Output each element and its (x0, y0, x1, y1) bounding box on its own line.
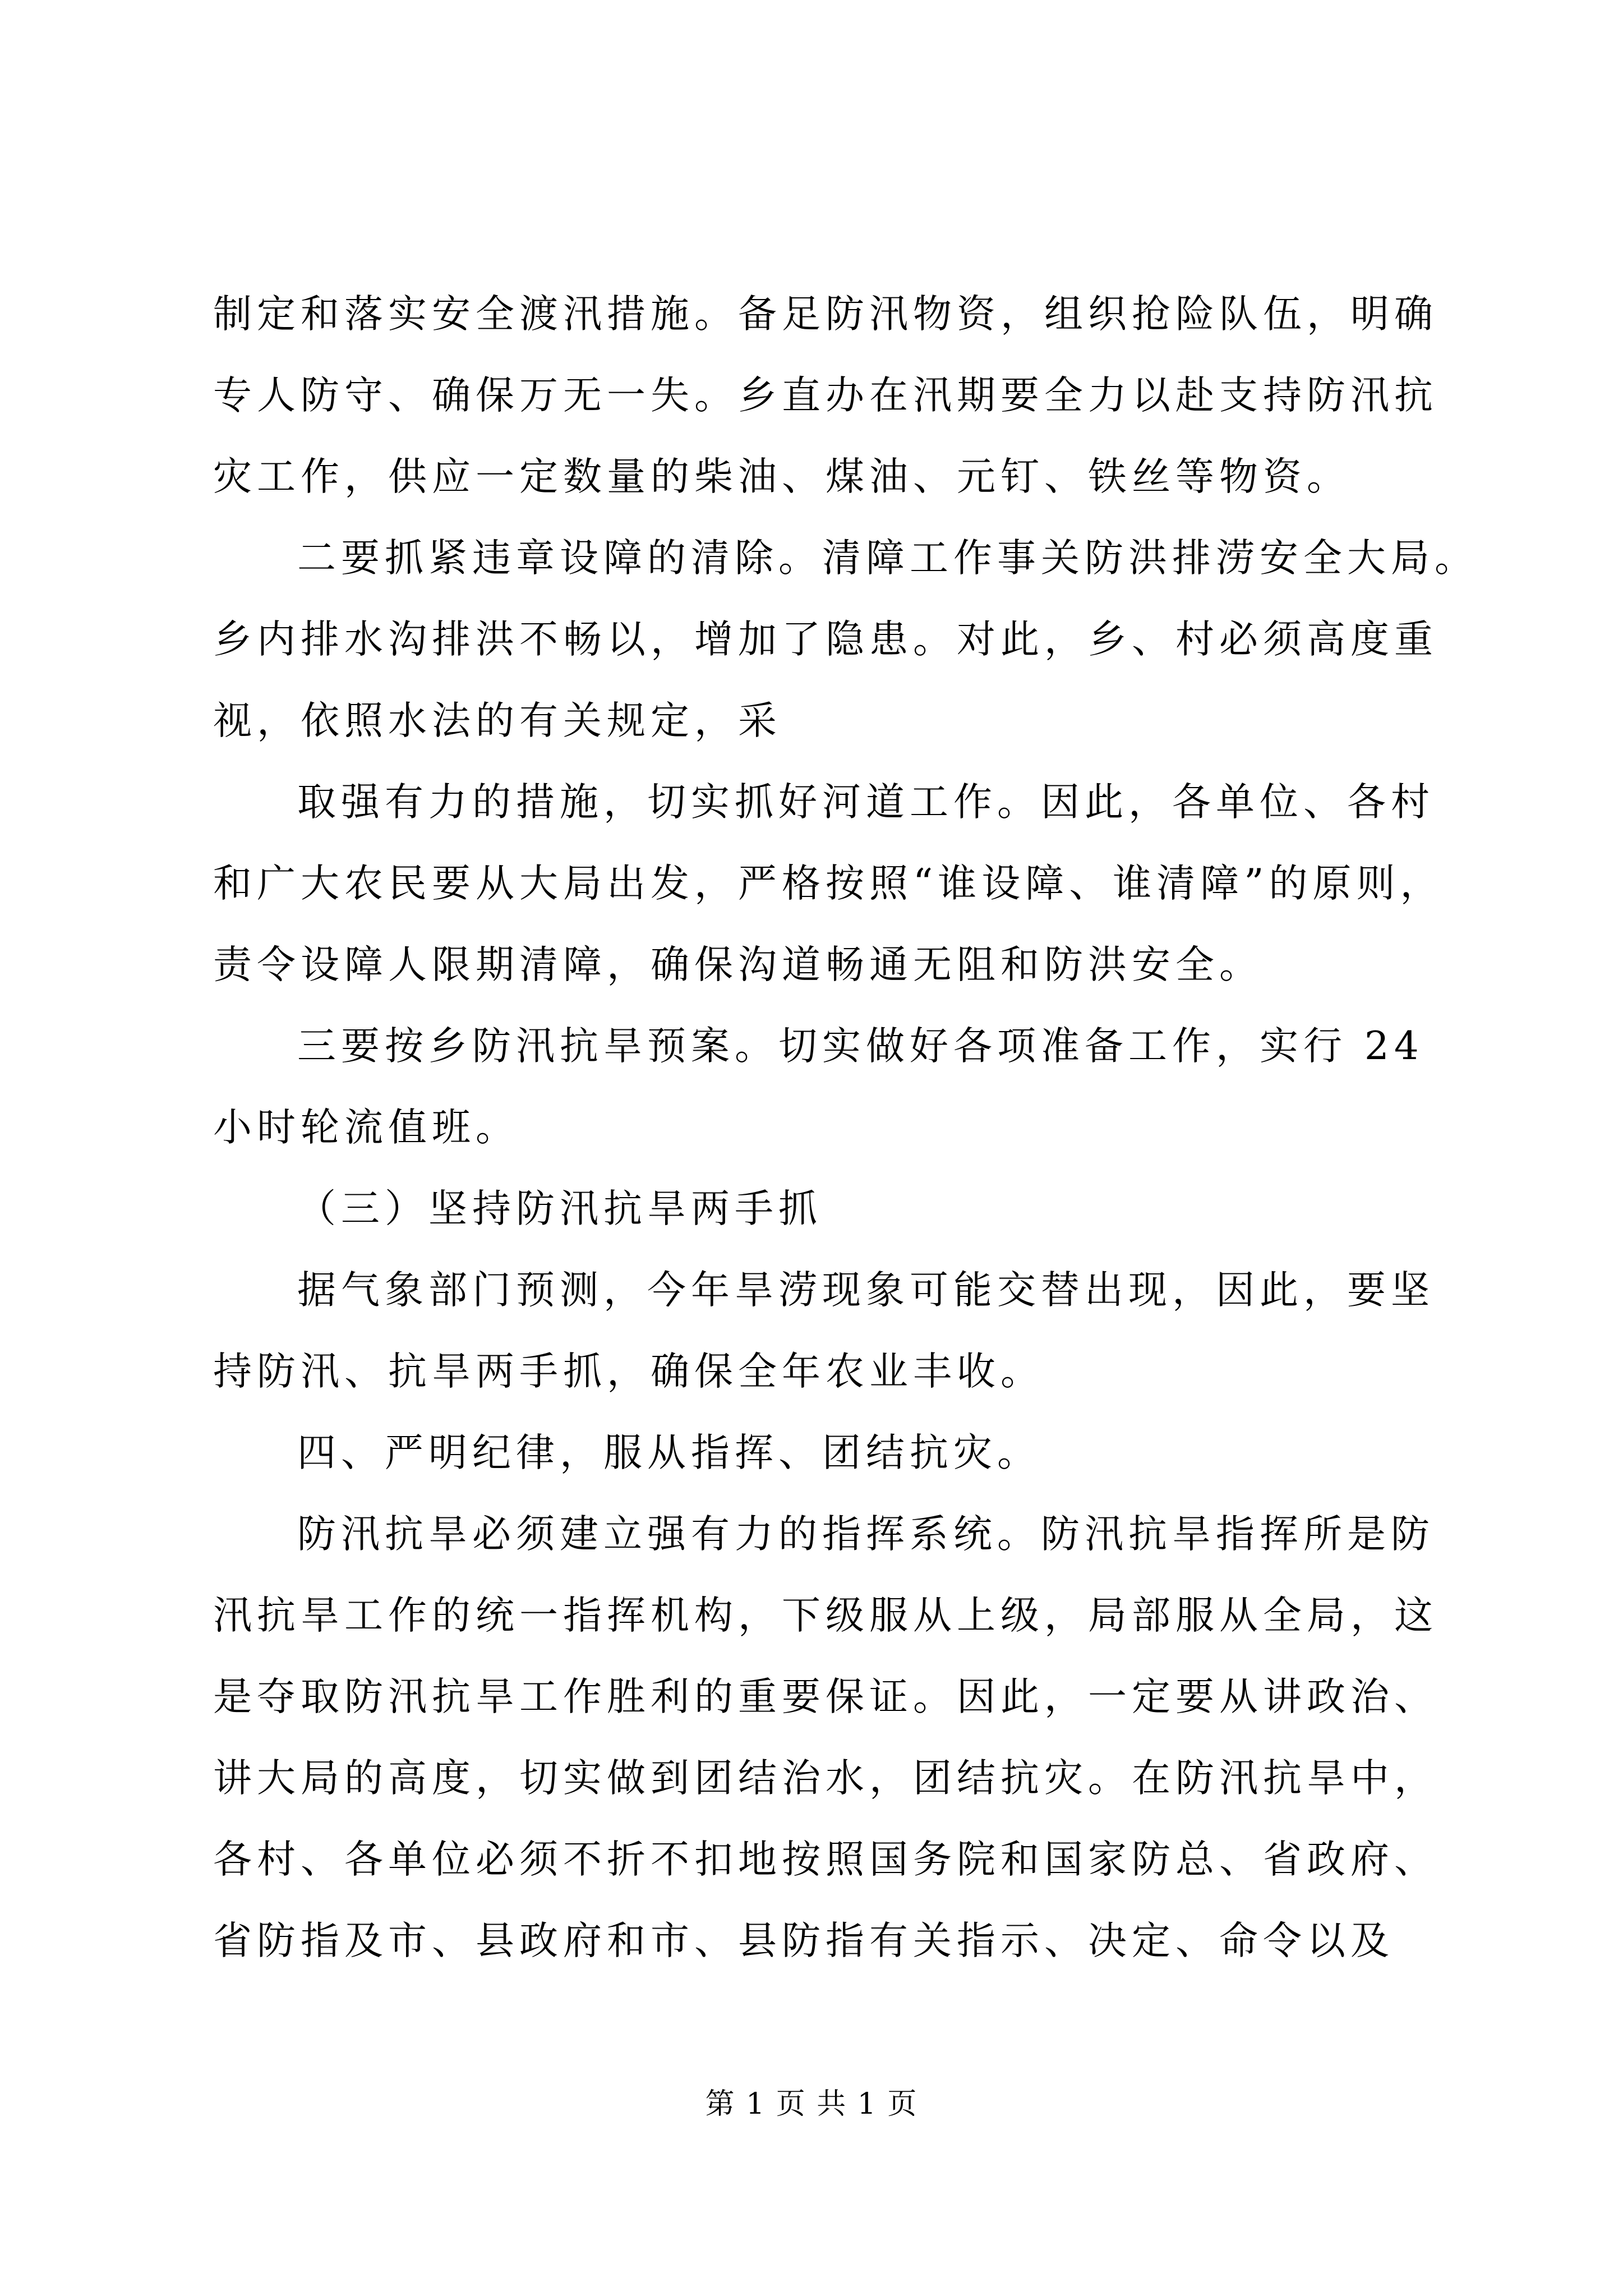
text-line: 省防指及市、县政府和市、县防指有关指示、决定、命令以及 (213, 1918, 1394, 1963)
text-line: 专人防守、确保万无一失。乡直办在汛期要全力以赴支持防汛抗 (213, 373, 1438, 418)
text-line: 责令设障人限期清障，确保沟道畅通无阻和防洪安全。 (213, 942, 1263, 987)
paragraph (213, 274, 1438, 518)
text-line: 持防汛、抗旱两手抓，确保全年农业丰收。 (213, 1349, 1044, 1394)
text-line: 视，依照水法的有关规定，采 (213, 698, 782, 743)
text-line: 讲大局的高度，切实做到团结治水，团结抗灾。在防汛抗旱中， (213, 1756, 1438, 1801)
text-line: 三要按乡防汛抗旱预案。切实做好各项准备工作，实行 24 (297, 1024, 1424, 1069)
text-line: 据气象部门预测，今年旱涝现象可能交替出现，因此，要坚 (297, 1268, 1435, 1313)
text-line: 和广大农民要从大局出发，严格按照“谁设障、谁清障”的原则， (213, 861, 1444, 906)
text-line: 各村、各单位必须不折不扣地按照国务院和国家防总、省政府、 (213, 1837, 1438, 1882)
paragraph (213, 1412, 1421, 1494)
text-line: （三）坚持防汛抗旱两手抓 (297, 1186, 822, 1231)
paragraph (213, 1006, 1424, 1168)
text-line: 取强有力的措施，切实抓好河道工作。因此，各单位、各村 (297, 780, 1435, 825)
paragraph (213, 1250, 1435, 1412)
text-line: 小时轮流值班。 (213, 1105, 519, 1150)
paragraph (213, 762, 1444, 1006)
text-line: 防汛抗旱必须建立强有力的指挥系统。防汛抗旱指挥所是防 (297, 1512, 1435, 1557)
page-footer: 第 1 页 共 1 页 (705, 2087, 918, 2121)
paragraph (213, 518, 1478, 762)
text-line: 二要抓紧违章设障的清除。清障工作事关防洪排涝安全大局。 (297, 536, 1478, 581)
text-line: 灾工作，供应一定数量的柴油、煤油、元钉、铁丝等物资。 (213, 454, 1350, 499)
text-line: 乡内排水沟排洪不畅以，增加了隐患。对此，乡、村必须高度重 (213, 617, 1438, 662)
document-body (213, 274, 1478, 1982)
paragraph (213, 1494, 1438, 1982)
text-line: 制定和落实安全渡汛措施。备足防汛物资，组织抢险队伍，明确 (213, 292, 1438, 337)
text-line: 汛抗旱工作的统一指挥机构，下级服从上级，局部服从全局，这 (213, 1593, 1438, 1638)
text-line: 是夺取防汛抗旱工作胜利的重要保证。因此，一定要从讲政治、 (213, 1674, 1438, 1719)
paragraph (213, 1168, 1421, 1250)
text-line: 四、严明纪律，服从指挥、团结抗灾。 (297, 1430, 1041, 1475)
